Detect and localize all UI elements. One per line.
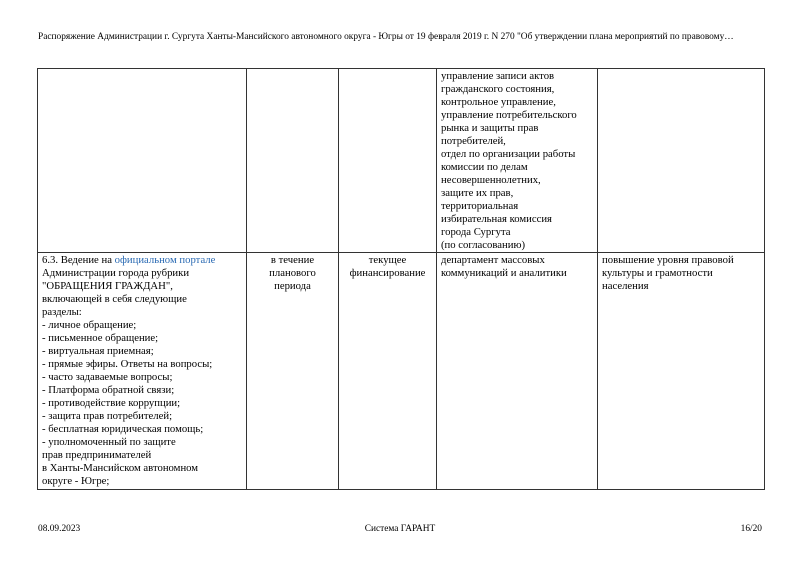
text-line: - виртуальная приемная; [42,345,154,357]
text-line: управление записи актов [441,70,555,82]
text-line: "ОБРАЩЕНИЯ ГРАЖДАН", [42,280,173,292]
text-line: в течение [270,254,315,266]
text-line: города Сургута [441,226,511,238]
text-line: управление потребительского [441,109,577,121]
text-line: комиссии по делам [441,161,528,173]
cell-responsible [437,69,598,253]
cell-financing [339,253,437,490]
text-line: культуры и грамотности [602,267,713,279]
text-line: населения [602,280,649,292]
plan-table [37,68,765,490]
text-line: несовершеннолетних, [441,174,541,186]
cell-financing [339,69,437,253]
cell-result [598,69,765,253]
cell-deadline [247,253,339,490]
footer-page-number: 16/20 [740,524,762,534]
cell-activity [38,253,247,490]
text-line: - Платформа обратной связи; [42,384,175,396]
text-line: рынка и защиты прав [441,122,539,134]
text-line: Администрации города рубрики [42,267,190,279]
text-line: - защита прав потребителей; [42,410,173,422]
text-line: потребителей, [441,135,506,147]
text-line: контрольное управление, [441,96,556,108]
text-line: территориальная [441,200,519,212]
official-portal-link[interactable]: официальном портале [114,254,216,266]
text-line: - прямые эфиры. Ответы на вопросы; [42,358,213,370]
cell-activity [38,69,247,253]
text-line: избирательная комиссия [441,213,552,225]
text-line: - часто задаваемые вопросы; [42,371,173,383]
text-line: (по согласованию) [441,239,526,251]
text-line: разделы: [42,306,82,318]
text-line: финансирование [349,267,426,279]
cell-responsible [437,253,598,490]
text-line: округе - Югре; [42,475,110,487]
text-line: в Ханты-Мансийском автономном [42,462,199,474]
text-line: департамент массовых [441,254,545,266]
text-line: повышение уровня правовой [602,254,734,266]
text-line: коммуникаций и аналитики [441,267,567,279]
text-line: защите их прав, [441,187,514,199]
text-line: прав предпринимателей [42,449,152,461]
text-line: текущее [368,254,407,266]
text-line: - уполномоченный по защите [42,436,176,448]
text-line [42,254,242,267]
text-line: - личное обращение; [42,319,137,331]
document-header-title: Распоряжение Администрации г. Сургута Ханты-Мансийского автономного округа - Югры от 19 февраля 2019 г. N 270 "Об утверждении плана мероприятий по правовому… [38,32,734,42]
table-row [38,253,765,490]
cell-deadline [247,69,339,253]
text-line: гражданского состояния, [441,83,555,95]
text-line: - письменное обращение; [42,332,159,344]
table-row [38,69,765,253]
text-line: - бесплатная юридическая помощь; [42,423,204,435]
footer-date: 08.09.2023 [38,524,81,534]
text-line: включающей в себя следующие [42,293,187,305]
text-line: - противодействие коррупции; [42,397,181,409]
footer-system-name: Система ГАРАНТ [364,524,436,534]
text-line: планового [269,267,316,279]
cell-result [598,253,765,490]
activity-prefix: 6.3. Ведение на [42,254,115,266]
text-line: периода [274,280,311,292]
text-line: отдел по организации работы [441,148,576,160]
